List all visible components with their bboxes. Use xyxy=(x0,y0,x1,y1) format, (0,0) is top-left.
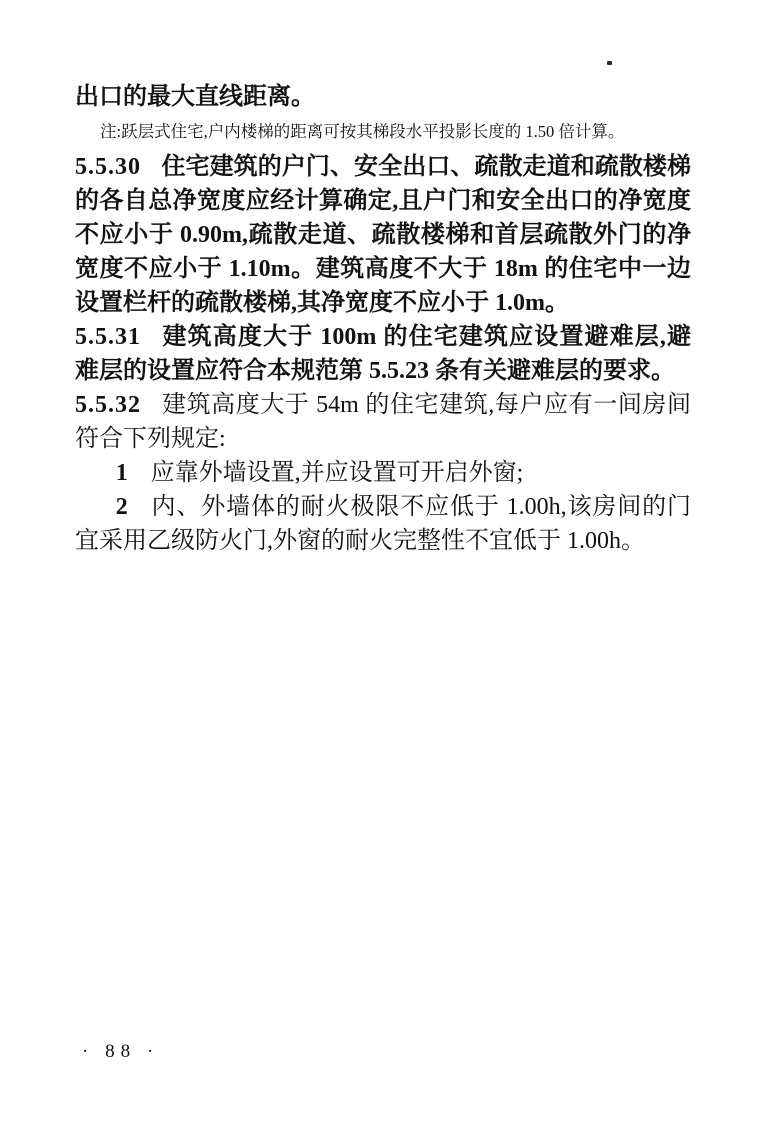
sub-item-2-text: 内、外墙体的耐火极限不应低于 1.00h,该房间的门宜采用乙级防火门,外窗的耐火完整性不宜低于 1.00h。 xyxy=(75,494,691,554)
sub-item-2-number: 2 xyxy=(115,494,128,520)
note-line: 注:跃层式住宅,户内楼梯的距离可按其梯段水平投影长度的 1.50 倍计算。 xyxy=(100,122,625,141)
clause-5-5-32-number: 5.5.32 xyxy=(75,392,141,418)
sub-item-1 xyxy=(75,456,691,490)
scan-speck xyxy=(607,61,612,65)
page-footer xyxy=(82,1041,159,1063)
clause-5-5-30-number: 5.5.30 xyxy=(75,154,141,180)
clause-5-5-30-text: 住宅建筑的户门、安全出口、疏散走道和疏散楼梯的各自总净宽度应经计算确定,且户门和安全出口的净宽度不应小于 0.90m,疏散走道、疏散楼梯和首层疏散外门的净宽度不应小于 1.10m。建筑高度不大于 18m 的住宅中一边设置栏杆的疏散楼梯,其净宽度不应小于 1.0m。 xyxy=(75,154,691,316)
paragraph-continuation: 出口的最大直线距离。 xyxy=(75,84,315,110)
clause-5-5-31 xyxy=(75,320,691,388)
clause-5-5-30 xyxy=(75,150,691,320)
sub-item-1-text: 应靠外墙设置,并应设置可开启外窗; xyxy=(150,460,524,486)
sub-item-2 xyxy=(75,490,691,558)
clause-5-5-32 xyxy=(75,388,691,456)
page-number: · 88 · xyxy=(82,1041,160,1062)
page-content xyxy=(75,80,691,558)
sub-item-1-number: 1 xyxy=(115,460,128,486)
clause-5-5-31-text: 建筑高度大于 100m 的住宅建筑应设置避难层,避难层的设置应符合本规范第 5.5.23 条有关避难层的要求。 xyxy=(75,324,691,384)
clause-5-5-31-number: 5.5.31 xyxy=(75,324,141,350)
clause-5-5-32-text: 建筑高度大于 54m 的住宅建筑,每户应有一间房间符合下列规定: xyxy=(75,392,691,452)
